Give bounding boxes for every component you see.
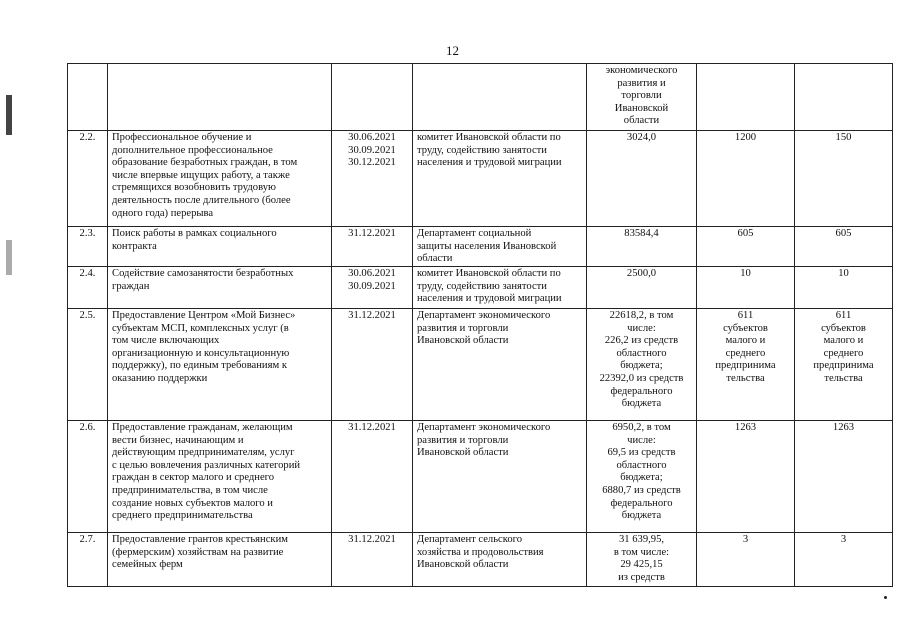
row-number: 2.4. — [68, 267, 108, 309]
deadline-cell: 31.12.2021 — [332, 227, 413, 267]
funding-cell: 3024,0 — [587, 131, 697, 227]
margin-stamp-bottom — [6, 240, 12, 275]
indicator-1-cell — [697, 64, 795, 131]
indicator-2-cell: 1263 — [795, 421, 893, 533]
deadline-cell: 31.12.2021 — [332, 533, 413, 587]
indicator-1-cell: 10 — [697, 267, 795, 309]
page-number: 12 — [446, 43, 459, 58]
scan-speck — [884, 596, 887, 599]
executor-cell: Департамент сельского хозяйства и продовольствия Ивановской области — [413, 533, 587, 587]
indicator-1-cell: 1263 — [697, 421, 795, 533]
row-number: 2.6. — [68, 421, 108, 533]
executor-cell: Департамент социальной защиты населения Ивановской области — [413, 227, 587, 267]
indicator-2-cell — [795, 64, 893, 131]
executor-cell: комитет Ивановской области по труду, содействию занятости населения и трудовой миграции — [413, 131, 587, 227]
indicator-2-cell: 10 — [795, 267, 893, 309]
table-row — [68, 309, 893, 421]
executor-cell: комитет Ивановской области по труду, содействию занятости населения и трудовой миграции — [413, 267, 587, 309]
row-number: 2.7. — [68, 533, 108, 587]
row-number — [68, 64, 108, 131]
row-number: 2.5. — [68, 309, 108, 421]
funding-cell: экономического развития и торговли Ивановской области — [587, 64, 697, 131]
table-row — [68, 227, 893, 267]
table-row — [68, 64, 893, 131]
indicator-2-cell: 150 — [795, 131, 893, 227]
funding-cell: 83584,4 — [587, 227, 697, 267]
table-row — [68, 131, 893, 227]
funding-cell: 2500,0 — [587, 267, 697, 309]
measure-cell: Поиск работы в рамках социального контракта — [108, 227, 332, 267]
margin-stamp-top — [6, 95, 12, 135]
funding-cell: 6950,2, в том числе: 69,5 из средств областного бюджета; 6880,7 из средств федерального бюджета — [587, 421, 697, 533]
deadline-cell: 31.12.2021 — [332, 421, 413, 533]
indicator-1-cell: 611 субъектов малого и среднего предпринима тельства — [697, 309, 795, 421]
executor-cell — [413, 64, 587, 131]
deadline-cell — [332, 64, 413, 131]
table-row — [68, 421, 893, 533]
indicator-2-cell: 3 — [795, 533, 893, 587]
indicator-2-cell: 611 субъектов малого и среднего предпринима тельства — [795, 309, 893, 421]
funding-cell: 31 639,95, в том числе: 29 425,15 из средств — [587, 533, 697, 587]
table-row — [68, 533, 893, 587]
measure-cell — [108, 64, 332, 131]
measure-cell: Профессиональное обучение и дополнительное профессиональное образование безработных граждан, в том числе впервые ищущих работу, а также стремящихся возобновить трудовую деятельность после длительного (более одного года) перерыва — [108, 131, 332, 227]
measure-cell: Предоставление грантов крестьянским (фермерским) хозяйствам на развитие семейных ферм — [108, 533, 332, 587]
executor-cell: Департамент экономического развития и торговли Ивановской области — [413, 421, 587, 533]
deadline-cell: 31.12.2021 — [332, 309, 413, 421]
indicator-1-cell: 1200 — [697, 131, 795, 227]
deadline-cell: 30.06.2021 30.09.2021 30.12.2021 — [332, 131, 413, 227]
funding-cell: 22618,2, в том числе: 226,2 из средств областного бюджета; 22392,0 из средств федерального бюджета — [587, 309, 697, 421]
table-row — [68, 267, 893, 309]
indicator-1-cell: 605 — [697, 227, 795, 267]
row-number: 2.3. — [68, 227, 108, 267]
row-number: 2.2. — [68, 131, 108, 227]
executor-cell: Департамент экономического развития и торговли Ивановской области — [413, 309, 587, 421]
measure-cell: Предоставление Центром «Мой Бизнес» субъектам МСП, комплексных услуг (в том числе включающих организационную и консультационную поддержку), по единым требованиям к оказанию поддержки — [108, 309, 332, 421]
measures-table — [67, 63, 893, 587]
indicator-1-cell: 3 — [697, 533, 795, 587]
indicator-2-cell: 605 — [795, 227, 893, 267]
deadline-cell: 30.06.2021 30.09.2021 — [332, 267, 413, 309]
measure-cell: Содействие самозанятости безработных граждан — [108, 267, 332, 309]
measure-cell: Предоставление гражданам, желающим вести бизнес, начинающим и действующим предпринимателям, услуг с целью вовлечения различных категорий граждан в сектор малого и среднего предпринимательства, в том числе создание новых субъектов малого и среднего предпринимательства — [108, 421, 332, 533]
